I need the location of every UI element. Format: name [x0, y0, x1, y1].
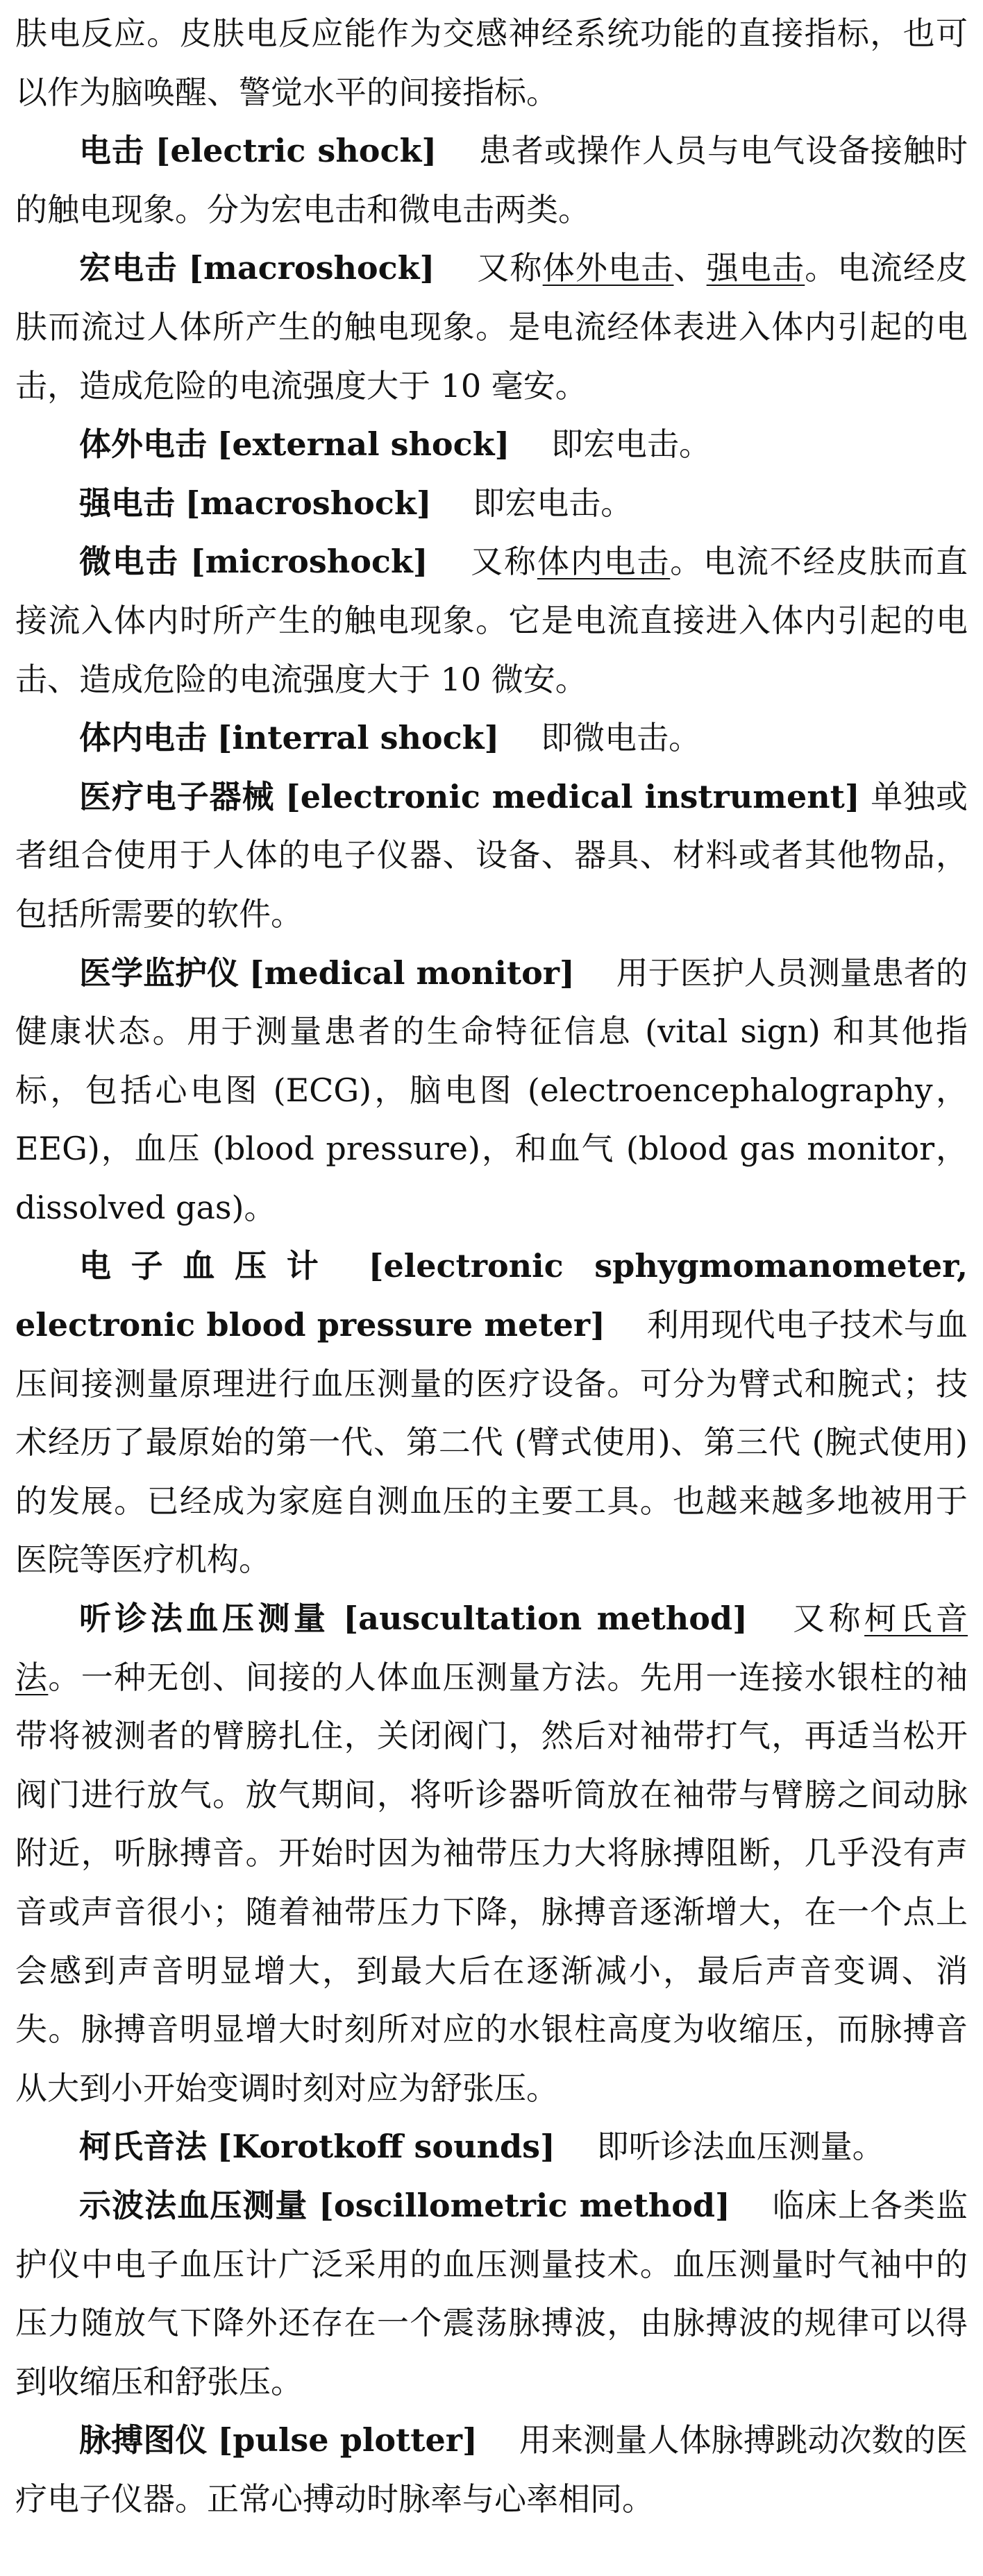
- lead-paragraph: 肤电反应。皮肤电反应能作为交感神经系统功能的直接指标，也可以作为脑唤醒、警觉水平的间接指标。: [15, 15, 968, 111]
- entry-electronic-sphygmomanometer: [15, 1237, 968, 1589]
- entry-aka: 又称: [469, 543, 537, 581]
- entry-english: [electronic medical instrument]: [285, 777, 860, 815]
- cross-reference-link[interactable]: 体内电击: [537, 543, 671, 581]
- entry-term: 电子血压计: [79, 1247, 339, 1285]
- entry-korotkoff-sounds: [15, 2117, 968, 2176]
- entry-aka: 又称: [476, 249, 543, 287]
- entry-strong-shock: [15, 474, 968, 533]
- entry-english: [external shock]: [217, 425, 510, 464]
- entry-term: 脉搏图仪: [79, 2421, 208, 2459]
- entry-definition: 即听诊法血压测量。: [596, 2128, 884, 2166]
- entry-term: 体外电击: [79, 425, 207, 464]
- entry-term: 示波法血压测量: [79, 2186, 308, 2224]
- entry-term: 听诊法血压测量: [79, 1600, 330, 1638]
- entry-internal-shock: [15, 709, 968, 768]
- entry-english: [interral shock]: [217, 719, 500, 757]
- entry-definition: 。电流不经皮肤而直接流入体内时所产生的触电现象。它是电流直接进入体内引起的电击、造成危险的电流强度大于 10 微安。: [15, 543, 968, 698]
- entry-english: [microshock]: [190, 543, 428, 581]
- entry-definition: 单独或者组合使用于人体的电子仪器、设备、器具、材料或者其他物品，包括所需要的软件。: [15, 777, 968, 933]
- entry-english: [medical monitor]: [249, 954, 575, 992]
- entry-definition: 即微电击。: [541, 719, 701, 757]
- entry-definition: 利用现代电子技术与血压间接测量原理进行血压测量的医疗设备。可分为臂式和腕式；技术经历了最原始的第一代、第二代 (臂式使用)、第三代 (腕式使用) 的发展。已经成为家庭自测血压的主要工具。也越来越多地被用于医院等医疗机构。: [15, 1306, 968, 1579]
- entry-microshock: [15, 532, 968, 709]
- entry-pulse-plotter: [15, 2411, 968, 2528]
- entry-english: [electronic sphygmomanometer, electronic blood pressure meter]: [15, 1247, 968, 1344]
- entry-english: [electric shock]: [155, 132, 437, 170]
- entry-definition: 用来测量人体脉搏跳动次数的医疗电子仪器。正常心搏动时脉率与心率相同。: [15, 2421, 968, 2518]
- entry-medical-monitor: [15, 944, 968, 1237]
- entry-english: [Korotkoff sounds]: [217, 2128, 555, 2166]
- cross-reference-link[interactable]: 柯氏音法: [15, 1600, 968, 1696]
- entry-definition: 即宏电击。: [473, 484, 633, 522]
- entry-term: 宏电击: [79, 249, 178, 287]
- entry-definition: 。电流经皮肤而流过人体所产生的触电现象。是电流经体表进入体内引起的电击，造成危险的电流强度大于 10 毫安。: [15, 249, 968, 405]
- entry-term: 体内电击: [79, 719, 207, 757]
- entry-external-shock: [15, 415, 968, 474]
- entry-definition: 即宏电击。: [551, 425, 712, 464]
- entry-term: 柯氏音法: [79, 2128, 207, 2166]
- entry-electric-shock: [15, 121, 968, 239]
- entry-term: 微电击: [79, 543, 179, 581]
- entry-english: [auscultation method]: [343, 1600, 748, 1638]
- entry-aka: 又称: [789, 1600, 865, 1638]
- cross-reference-link[interactable]: 强电击: [706, 249, 805, 287]
- entry-oscillometric-method: [15, 2176, 968, 2411]
- entry-macroshock: [15, 239, 968, 415]
- entry-term: 强电击: [79, 484, 175, 522]
- cross-reference-link[interactable]: 体外电击: [542, 249, 674, 287]
- entry-electronic-medical-instrument: [15, 768, 968, 944]
- entry-auscultation-method: [15, 1589, 968, 2117]
- entry-term: 电击: [79, 132, 145, 170]
- entry-english: [macroshock]: [188, 249, 435, 287]
- entry-definition: 临床上各类监护仪中电子血压计广泛采用的血压测量技术。血压测量时气袖中的压力随放气下降外还存在一个震荡脉搏波，由脉搏波的规律可以得到收缩压和舒张压。: [15, 2186, 968, 2400]
- entry-term: 医疗电子器械: [79, 777, 275, 815]
- entry-definition: 患者或操作人员与电气设备接触时的触电现象。分为宏电击和微电击两类。: [15, 132, 968, 228]
- entry-english: [oscillometric method]: [319, 2186, 730, 2224]
- entry-definition: 。一种无创、间接的人体血压测量方法。先用一连接水银柱的袖带将被测者的臂膀扎住，关闭阀门，然后对袖带打气，再适当松开阀门进行放气。放气期间，将听诊器听筒放在袖带与臂膀之间动脉附近，听脉搏音。开始时因为袖带压力大将脉搏阻断，几乎没有声音或声音很小；随着袖带压力下降，脉搏音逐渐增大，在一个点上会感到声音明显增大，到最大后在逐渐减小，最后声音变调、消失。脉搏音明显增大时刻所对应的水银柱高度为收缩压，而脉搏音从大到小开始变调时刻对应为舒张压。: [15, 1658, 968, 2107]
- entry-definition: 用于医护人员测量患者的健康状态。用于测量患者的生命特征信息 (vital sign) 和其他指标，包括心电图 (ECG)，脑电图 (electroencephalography，EEG)，血压 (blood pressure)，和血气 (blood gas monitor，dissolved gas)。: [15, 954, 968, 1226]
- entry-term: 医学监护仪: [79, 954, 240, 992]
- entry-english: [pulse plotter]: [217, 2421, 478, 2459]
- entry-separator: 、: [673, 249, 707, 287]
- entry-english: [macroshock]: [185, 484, 432, 522]
